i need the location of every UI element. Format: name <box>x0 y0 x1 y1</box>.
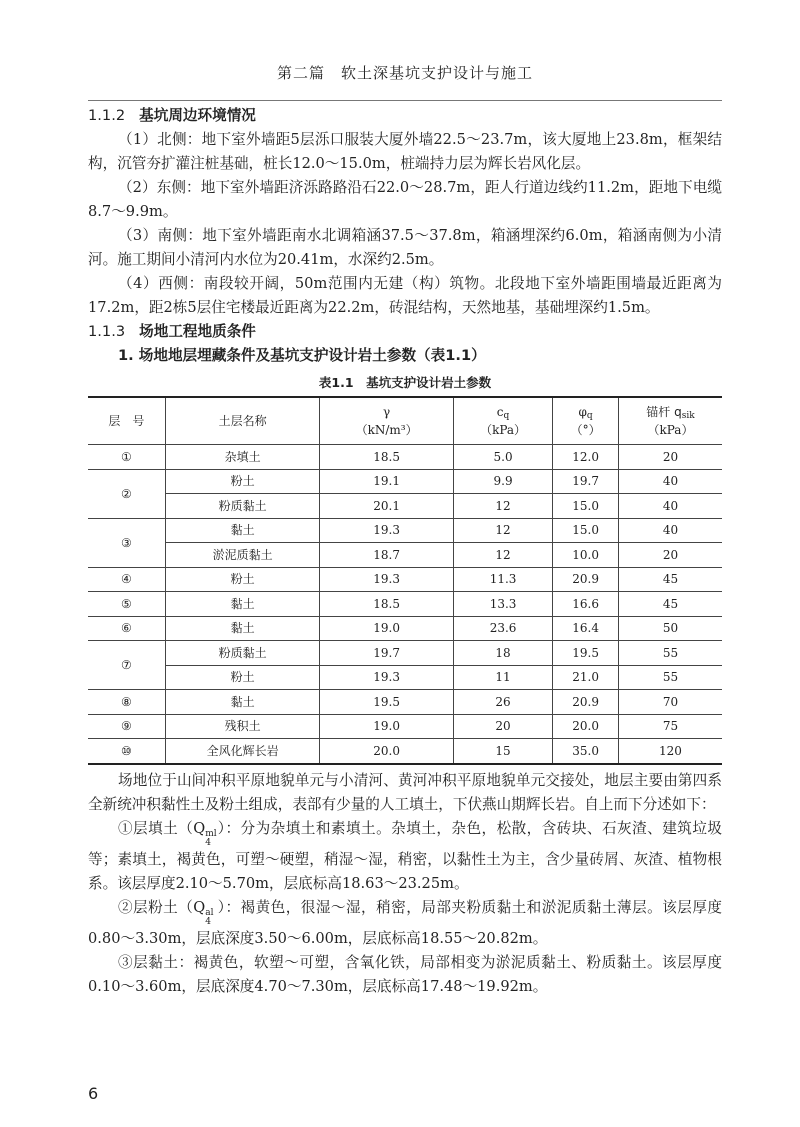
layer-number-cell: ⑧ <box>88 690 165 715</box>
page-number: 6 <box>88 1084 99 1103</box>
q-sub-sup <box>205 830 217 848</box>
phiq-cell: 15.0 <box>553 518 619 543</box>
soil-name-cell: 粉土 <box>165 567 320 592</box>
gamma-cell: 20.1 <box>320 494 453 519</box>
qsik-cell: 20 <box>618 543 722 568</box>
soil-name-cell: 粉质黏土 <box>165 494 320 519</box>
table-caption: 表1.1 基坑支护设计岩土参数 <box>318 375 492 390</box>
header-label: c <box>496 405 504 419</box>
gamma-cell: 19.7 <box>320 641 453 666</box>
cq-cell: 15 <box>453 739 552 764</box>
soil-name-cell: 粉土 <box>165 469 320 494</box>
q-sub-sup <box>205 909 217 927</box>
layer-number-cell: ⑦ <box>88 641 165 690</box>
layer-number-cell: ② <box>88 469 165 518</box>
header-label: 锚杆 q <box>646 405 682 419</box>
header-label: φ <box>578 405 587 419</box>
phiq-cell: 20.0 <box>553 714 619 739</box>
cq-cell: 12 <box>453 518 552 543</box>
header-unit: （kPa） <box>480 423 527 437</box>
paragraph-geology-intro: 场地位于山间冲积平原地貌单元与小清河、黄河冲积平原地貌单元交接处，地层主要由第四系全新统冲积黏性土及粉土组成，表部有少量的人工填土，下伏燕山期辉长岩。自上而下分述如下： <box>88 771 722 813</box>
layer-number-cell: ⑨ <box>88 714 165 739</box>
phiq-cell: 20.9 <box>553 690 619 715</box>
gamma-cell: 18.5 <box>320 445 453 470</box>
paragraph-east: （2）东侧：地下室外墙距济泺路路沿石22.0～28.7m，距人行道边线约11.2m，距地下电缆8.7～9.9m。 <box>88 179 722 220</box>
soil-name-cell: 黏土 <box>165 518 320 543</box>
qsik-cell: 20 <box>618 445 722 470</box>
qsik-cell: 40 <box>618 518 722 543</box>
paragraph-north: （1）北侧：地下室外墙距5层泺口服装大厦外墙22.5～23.7m，该大厦地上23.8m，框架结构，沉管夯扩灌注桩基础，桩长12.0～15.0m，桩端持力层为辉长岩风化层。 <box>88 131 722 172</box>
section-title: 场地工程地质条件 <box>139 323 256 340</box>
gamma-cell: 18.5 <box>320 592 453 617</box>
header-unit: （kPa） <box>647 423 694 437</box>
phiq-cell: 15.0 <box>553 494 619 519</box>
layer-number-cell: ⑥ <box>88 616 165 641</box>
gamma-cell: 19.5 <box>320 690 453 715</box>
superscript: al <box>205 907 214 918</box>
cq-cell: 5.0 <box>453 445 552 470</box>
section-title: 基坑周边环境情况 <box>139 107 256 124</box>
phiq-cell: 35.0 <box>553 739 619 764</box>
table-row <box>88 445 722 470</box>
paragraph-south: （3）南侧：地下室外墙距南水北调箱涵37.5～37.8m，箱涵埋深约6.0m，箱涵南侧为小清河。施工期间小清河内水位为20.41m，水深约2.5m。 <box>88 227 722 268</box>
paragraph-west: （4）西侧：南段较开阔，50m范围内无建（构）筑物。北段地下室外墙距围墙最近距离为17.2m，距2栋5层住宅楼最近距离为22.2m，砖混结构，天然地基，基础埋深约1.5m。 <box>88 275 722 316</box>
gamma-cell: 19.0 <box>320 616 453 641</box>
cq-cell: 26 <box>453 690 552 715</box>
section-heading-1-1-2 <box>88 104 722 128</box>
phiq-cell: 19.7 <box>553 469 619 494</box>
cq-cell: 9.9 <box>453 469 552 494</box>
header-label: 土层名称 <box>218 414 267 428</box>
cq-cell: 20 <box>453 714 552 739</box>
subsection-heading: 1. 场地地层埋藏条件及基坑支护设计岩土参数（表1.1） <box>118 347 486 364</box>
qsik-cell: 40 <box>618 494 722 519</box>
table-row <box>88 518 722 543</box>
soil-parameters-table <box>88 396 722 765</box>
qsik-cell: 75 <box>618 714 722 739</box>
qsik-cell: 40 <box>618 469 722 494</box>
table-row <box>88 665 722 690</box>
soil-name-cell: 黏土 <box>165 690 320 715</box>
table-row <box>88 567 722 592</box>
gamma-cell: 19.3 <box>320 665 453 690</box>
gamma-cell: 20.0 <box>320 739 453 764</box>
gamma-cell: 19.1 <box>320 469 453 494</box>
qsik-cell: 120 <box>618 739 722 764</box>
cq-cell: 11 <box>453 665 552 690</box>
qsik-cell: 70 <box>618 690 722 715</box>
paragraph-layer-2 <box>88 896 722 951</box>
cq-cell: 11.3 <box>453 567 552 592</box>
phiq-cell: 19.5 <box>553 641 619 666</box>
qsik-cell: 45 <box>618 567 722 592</box>
soil-name-cell: 粉土 <box>165 665 320 690</box>
layer-number-cell: ③ <box>88 518 165 567</box>
subscript: 4 <box>205 916 211 927</box>
soil-name-cell: 杂填土 <box>165 445 320 470</box>
paragraph-layer-3: ③层黏土：褐黄色，软塑～可塑，含氧化铁，局部相变为淤泥质黏土、粉质黏土。该层厚度0.10～3.60m，层底深度4.70～7.30m，层底标高17.48～19.92m。 <box>88 953 722 995</box>
phiq-cell: 16.6 <box>553 592 619 617</box>
table-row <box>88 543 722 568</box>
column-header <box>453 397 552 445</box>
qsik-cell: 55 <box>618 665 722 690</box>
cq-cell: 18 <box>453 641 552 666</box>
text: ）：分为杂填土和素填土。杂填土，杂色，松散，含砖块、石灰渣、建筑垃圾等；素填土，褐黄色，可塑～硬塑，稍湿～湿，稍密，以黏性土为主，含少量砖屑、灰渣、植物根系。该层厚度2.10～5.70m，层底标高18.63～23.25m。 <box>88 819 722 892</box>
table-row <box>88 641 722 666</box>
gamma-cell: 19.3 <box>320 567 453 592</box>
superscript: ml <box>205 828 217 839</box>
soil-name-cell: 黏土 <box>165 592 320 617</box>
gamma-cell: 19.3 <box>320 518 453 543</box>
column-header <box>165 397 320 445</box>
table-row <box>88 469 722 494</box>
header-subscript: sik <box>681 411 695 421</box>
phiq-cell: 21.0 <box>553 665 619 690</box>
text: ）：褐黄色，很湿～湿，稍密，局部夹粉质黏土和淤泥质黏土薄层。该层厚度0.80～3.30m，层底深度3.50～6.00m，层底标高18.55～20.82m。 <box>88 898 722 947</box>
header-unit: （kN/m³） <box>355 423 418 437</box>
phiq-cell: 10.0 <box>553 543 619 568</box>
section-number: 1.1.2 <box>88 107 126 124</box>
column-header <box>553 397 619 445</box>
gamma-cell: 19.0 <box>320 714 453 739</box>
soil-name-cell: 粉质黏土 <box>165 641 320 666</box>
header-label: γ <box>383 405 391 419</box>
cq-cell: 23.6 <box>453 616 552 641</box>
running-head: 第二篇 软土深基坑支护设计与施工 <box>276 64 533 82</box>
soil-name-cell: 全风化辉长岩 <box>165 739 320 764</box>
cq-cell: 12 <box>453 494 552 519</box>
section-heading-1-1-3 <box>88 320 722 344</box>
column-header <box>88 397 165 445</box>
table-row <box>88 714 722 739</box>
header-label: 层 号 <box>108 414 145 428</box>
table-row <box>88 739 722 764</box>
table-row <box>88 592 722 617</box>
layer-number-cell: ⑩ <box>88 739 165 764</box>
phiq-cell: 20.9 <box>553 567 619 592</box>
qsik-cell: 45 <box>618 592 722 617</box>
text: ①层填土（Q <box>118 819 206 837</box>
table-row <box>88 690 722 715</box>
phiq-cell: 12.0 <box>553 445 619 470</box>
cq-cell: 12 <box>453 543 552 568</box>
header-subscript: q <box>586 411 593 421</box>
soil-name-cell: 残积土 <box>165 714 320 739</box>
column-header <box>618 397 722 445</box>
layer-number-cell: ④ <box>88 567 165 592</box>
gamma-cell: 18.7 <box>320 543 453 568</box>
column-header <box>320 397 453 445</box>
layer-number-cell: ⑤ <box>88 592 165 617</box>
qsik-cell: 50 <box>618 616 722 641</box>
soil-name-cell: 黏土 <box>165 616 320 641</box>
text: ②层粉土（Q <box>118 898 206 916</box>
soil-name-cell: 淤泥质黏土 <box>165 543 320 568</box>
table-row <box>88 494 722 519</box>
paragraph-layer-1 <box>88 817 722 896</box>
qsik-cell: 55 <box>618 641 722 666</box>
page-content <box>88 104 722 1104</box>
layer-number-cell: ① <box>88 445 165 470</box>
subscript: 4 <box>205 837 211 848</box>
section-number: 1.1.3 <box>88 323 126 340</box>
header-rule <box>88 100 722 101</box>
cq-cell: 13.3 <box>453 592 552 617</box>
table-row <box>88 616 722 641</box>
phiq-cell: 16.4 <box>553 616 619 641</box>
header-unit: （°） <box>570 423 601 437</box>
header-subscript: q <box>503 411 510 421</box>
table-header-row <box>88 397 722 445</box>
